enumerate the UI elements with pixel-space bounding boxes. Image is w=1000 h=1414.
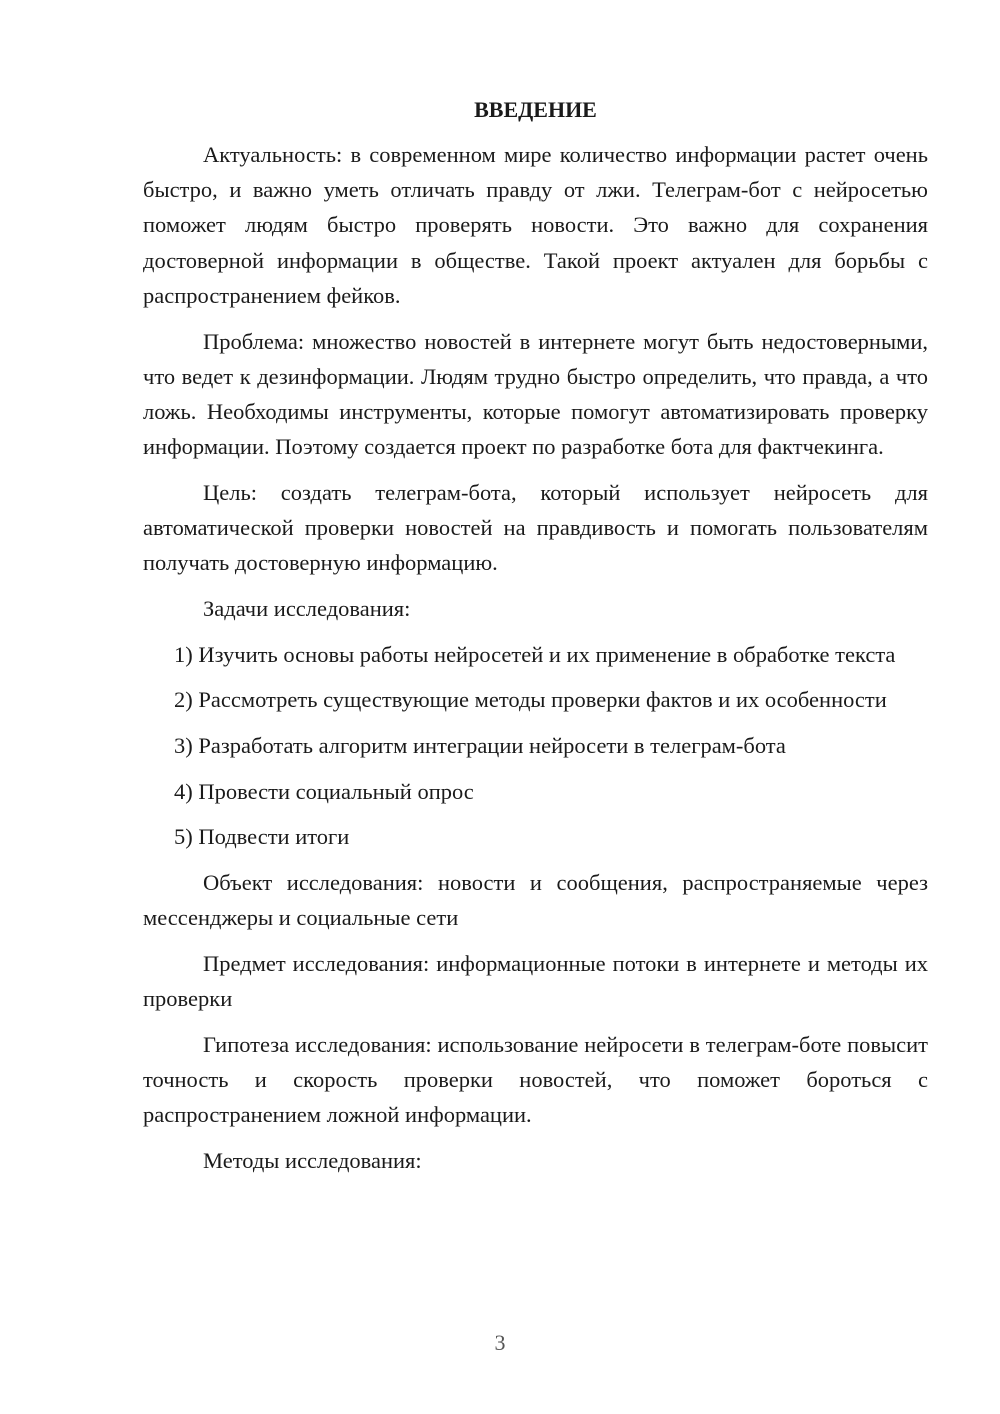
list-item: 3) Разработать алгоритм интеграции нейросети в телеграм-бота (174, 733, 786, 759)
section-heading: ВВЕДЕНИЕ (474, 97, 597, 122)
page-content (143, 92, 928, 1189)
list-item: 5) Подвести итоги (174, 824, 350, 850)
hypothesis-paragraph: Гипотеза исследования: использование нейросети в телеграм-боте повысит точность и скорость проверки новостей, что поможет бороться с распространением ложной информации. (143, 1031, 928, 1128)
methods-title: Методы исследования: (203, 1148, 422, 1174)
tasks-list (143, 637, 928, 855)
page-number: 3 (494, 1330, 506, 1355)
relevance-paragraph: Актуальность: в современном мире количество информации растет очень быстро, и важно уметь отличать правду от лжи. Телеграм-бот с нейросетью поможет людям быстро проверять новости. Это важно для сохранения достоверной информации в обществе. Такой проект актуален для борьбы с распространением фейков. (143, 142, 928, 308)
list-item: 1) Изучить основы работы нейросетей и их применение в обработке текста (174, 641, 896, 667)
subject-paragraph: Предмет исследования: информационные потоки в интернете и методы их проверки (143, 951, 928, 1012)
tasks-title: Задачи исследования: (203, 595, 411, 621)
list-item: 2) Рассмотреть существующие методы проверки фактов и их особенности (174, 687, 887, 713)
object-paragraph: Объект исследования: новости и сообщения, распространяемые через мессенджеры и социальные сети (143, 870, 928, 931)
goal-paragraph: Цель: создать телеграм-бота, который использует нейросеть для автоматической проверки новостей на правдивость и помогать пользователям получать достоверную информацию. (143, 479, 928, 576)
list-item: 4) Провести социальный опрос (174, 778, 474, 804)
problem-paragraph: Проблема: множество новостей в интернете могут быть недостоверными, что ведет к дезинформации. Людям трудно быстро определить, что правда, а что ложь. Необходимы инструменты, которые помогут автоматизировать проверку информации. Поэтому создается проект по разработке бота для фактчекинга. (143, 328, 928, 460)
